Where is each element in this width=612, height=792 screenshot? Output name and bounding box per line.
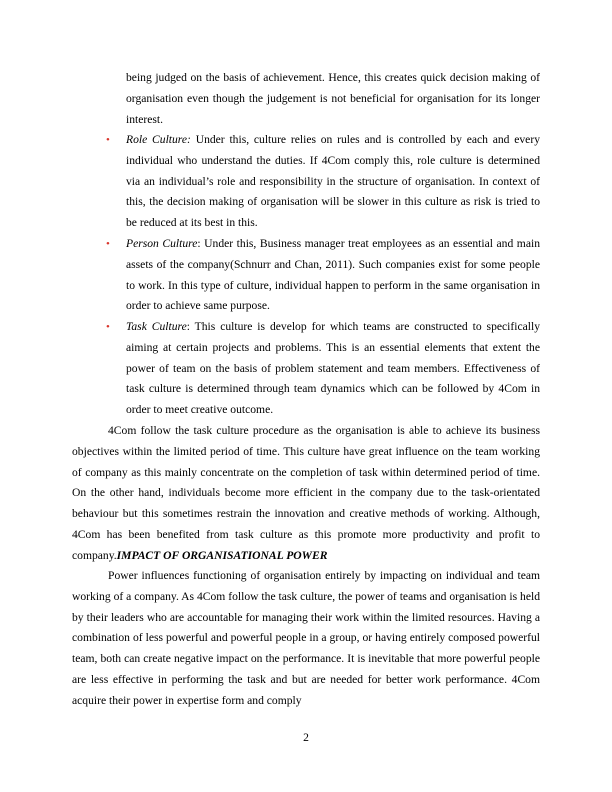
section-heading: IMPACT OF ORGANISATIONAL POWER: [116, 548, 328, 562]
body-paragraph-task-culture: [72, 421, 540, 567]
bullet-text: : Under this, Business manager treat employees as an essential and main assets of the company(Schnurr and Chan, 2011). Such companies exist for some people to work. In this type of culture, individual happen to perform in the same organisation in order to achieve same purpose.: [126, 237, 540, 313]
bullet-item-person-culture: [106, 234, 540, 317]
bullet-text: Under this, culture relies on rules and is controlled by each and every individual who understand the duties. If 4Com comply this, role culture is determined via an individual’s role and responsibility in the structure of organisation. In context of this, the decision making of organisation will be slower in this culture as risk is tried to be reduced at its best in this.: [126, 133, 540, 230]
paragraph-text: 4Com follow the task culture procedure as the organisation is able to achieve its business objectives within the limited period of time. This culture have great influence on the team working of company as this mainly concentrate on the completion of task within determined period of time. On the other hand, individuals become more efficient in the company due to the task-orientated behaviour but this sometimes restrain the innovation and creative methods of working. Although, 4Com has been benefited from task culture as this promote more productivity and profit to company.: [72, 424, 540, 562]
bullet-text: : This culture is develop for which teams are constructed to specifically aiming at certain projects and problems. This is an essential elements that extent the power of team on the basis of problem statement and team members. Effectiveness of task culture is determined through team dynamics which can be followed by 4Com in order to meet creative outcome.: [126, 320, 540, 417]
bullet-term: Task Culture: [126, 320, 187, 333]
bullet-icon: •: [106, 134, 110, 146]
page-number: 2: [303, 731, 309, 744]
body-paragraph-power: Power influences functioning of organisation entirely by impacting on individual and team working of a company. As 4Com follow the task culture, the power of teams and organisation is held by their leaders who are accountable for managing their work within the limited resources. Having a combination of less powerful and powerful people in a group, or having entirely composed powerful team, both can create negative impact on the performance. It is inevitable that more powerful people are less effective in performing the task and but are needed for better work performance. 4Com acquire their power in expertise form and comply: [72, 569, 540, 707]
bullet-term: Role Culture:: [126, 133, 191, 146]
bullet-item-role-culture: [106, 130, 540, 234]
bullet-term: Person Culture: [126, 237, 198, 250]
bullet-icon: •: [106, 321, 110, 333]
bullet-item-task-culture: [106, 317, 540, 421]
continued-bullet-text: being judged on the basis of achievement. Hence, this creates quick decision making of organisation even though the judgement is not beneficial for organisation for its longer interest.: [126, 71, 540, 126]
bullet-icon: •: [106, 238, 110, 250]
